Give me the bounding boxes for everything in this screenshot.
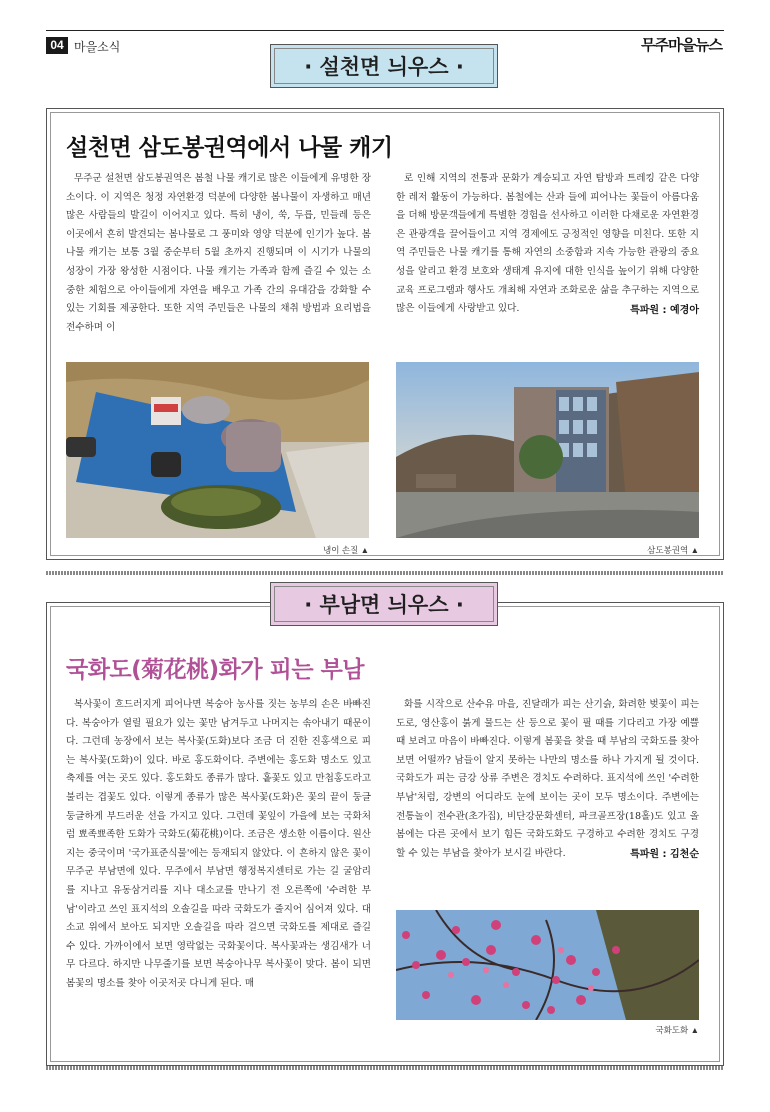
body-text: 화를 시작으로 산수유 마을, 진달래가 피는 산기슭, 화려한 벚꽃이 피는 도로, 영산홍이 붉게 물드는 산 등으로 꽃이 필 때를 기다리고 가장 예쁠 때 보려고 마음이 바빠진다. 이렇게 봄꽃을 찾을 때 부남의 국화도를 찾아보면 어떨까? 남들이 알지 못하는 나만의 명소를 하나 가지게 될 것이다. 국화도가 피는 금강 상류 주변은 경치도 수려하다. 표지석에 쓰인 '수려한 부남'처럼, 강변의 어디라도 눈에 보이는 곳이 모두 명소이다. 주변에는 전통놀이 전수관(초가집), 비단강문화센터, 파크골프장(18홀)도 있고 올봄에는 다른 곳에서 보기 힘든 국화도화도 구경하고 수려한 경치도 구경할 수 있는 부남을 찾아가 보시길 바란다. [396,699,699,859]
photo-samdobong-building [396,362,699,538]
body-text: 무주군 설천면 삼도봉권역은 봄철 나물 캐기로 많은 이들에게 유명한 장소이다. 이 지역은 청정 자연환경 덕분에 다양한 봄나물이 자생하고 매년 많은 사람들의 발길이 이어지고 있다. 특히 냉이, 쑥, 두릅, 민들레 등은 이곳에서 흔히 발견되는 봄나물로 그 풍미와 영양 덕분에 인기가 높다. 봄나물 캐기는 보통 3월 중순부터 5월 초까지 진행되며 이 시기가 나물의 성장이 가장 왕성한 시점이다. 나물 캐기는 가족과 함께 즐길 수 있는 소중한 체험으로 아이들에게 자연을 배우고 가족 간의 유대감을 강화할 수 있는 기회를 제공한다. 또한 지역 주민들은 나물의 채취 방법과 요리법을 전수하며 이 [66,173,371,333]
banner-seolcheon [270,44,498,88]
body-text: 로 인해 지역의 전통과 문화가 계승되고 자연 탐방과 트레킹 같은 다양한 레저 활동이 가능하다. 봄철에는 산과 들에 피어나는 꽃들이 아름다움을 더해 방문객들에게 특별한 경험을 선사하고 이러한 다채로운 자연환경은 관광객을 끌어들이고 지역 경제에도 긍정적인 영향을 미친다. 또한 지역 주민들은 나물 캐기를 통해 자연의 소중함과 지속 가능한 관광의 중요성을 알리고 환경 보호와 생태계 유지에 대한 인식을 높이기 위해 다양한 교육 프로그램과 행사도 개최해 자연과 조화로운 삶을 추구하는 지역으로 많은 이들에게 사랑받고 있다. [396,173,699,315]
photo-caption: 삼도봉권역 ▲ [647,545,699,555]
top-rule [46,30,724,31]
article-column-left [66,696,371,994]
reporter-credit: 특파원 : 김천순 [630,849,699,861]
banner-bunam [270,582,498,626]
photo-caption: 냉이 손질 ▲ [323,545,369,555]
article-column-left [66,170,371,337]
brand-logo: 무주마을뉴스 [641,36,722,54]
headline-seolcheon: 설천면 삼도봉권역에서 나물 캐기 [66,135,393,161]
article-column-right [396,696,699,860]
body-text: 복사꽃이 흐드러지게 피어나면 복숭아 농사를 짓는 농부의 손은 바빠진다. 복숭아가 열릴 필요가 있는 꽃만 남겨두고 나머지는 솎아내기 때문이다. 그런데 농장에서 보는 복사꽃(도화)보다 조금 더 진한 진홍색으로 피는 복사꽃(도화)이 있다. 바로 홍도화이다. 주변에는 홍도화 명소도 있고 축제를 여는 곳도 있다. 홍도화도 종류가 많다. 홑꽃도 있고 만첩홍도라고 불리는 겹꽃도 있다. 이렇게 종류가 많은 복사꽃(도화)은 꽃의 끝이 둥글둥글하게 부드러운 선을 가지고 있다. 그런데 꽃잎이 가을에 보는 국화처럼 뾰족뾰족한 도화가 국화도(菊花桃)이다. 조금은 생소한 이름이다. 원산지는 중국이며 '국가표준식물'에는 등재되지 않았다. 이 흔하지 않은 꽃이 무주군 부남면에 있다. 무주에서 부남면 행정복지센터로 가는 길 굴암리를 지나고 유동삼거리를 지나 대소교를 만나기 전 오른쪽에 '수려한 부남'이라고 쓰인 표지석의 오솔길을 따라 국화도가 줄지어 심어져 있다. 대소교 위에서 보아도 되지만 오솔길을 따라 걸으면 국화도를 제대로 즐길 수 있다. 가까이에서 보면 영락없는 국화꽃이다. 복사꽃과는 생김새가 너무 다르다. 하지만 나무줄기를 보면 복숭아나무 복사꽃이 맞다. 봄이 되면 봄꽃의 명소를 찾아 이곳저곳 다니게 된다. 매 [66,699,371,989]
reporter-credit: 특파원 : 예경아 [630,304,699,316]
section-divider [46,571,724,575]
bottom-divider [46,1066,724,1070]
article-column-right [396,170,699,316]
banner-seolcheon-label: · 설천면 늬우스 · [304,55,464,79]
photo-gukhwado-blossom [396,910,699,1020]
photo-herb-trimming [66,362,369,538]
banner-bunam-label: · 부남면 늬우스 · [304,593,464,617]
section-label: 마을소식 [74,40,121,54]
photo-caption: 국화도화 ▲ [655,1025,699,1035]
page-number: 04 [46,37,68,54]
headline-bunam: 국화도(菊花桃)화가 피는 부남 [66,657,365,683]
